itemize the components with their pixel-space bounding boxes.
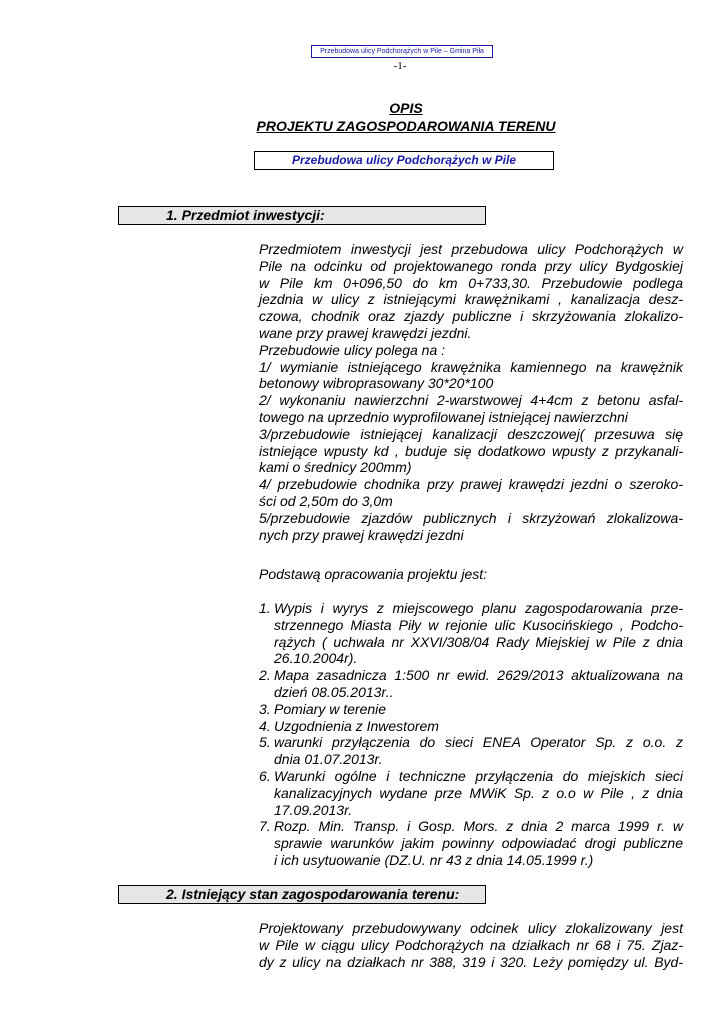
list-item-number: 5. — [259, 734, 271, 751]
text-line: towego na uprzednio wyprofilowanej istniejącej nawierzchni — [259, 408, 628, 425]
text-line: betonowy wibroprasowany 30*20*100 — [259, 375, 494, 392]
basis-list — [259, 600, 683, 869]
text-line: dy z ulicy na działkach nr 388, 319 i 320. Leży pomiędzy ul. Byd- — [259, 953, 683, 970]
list-item-line: Pomiary w terenie — [274, 700, 387, 717]
text-line: Projektowany przebudowywany odcinek ulicy zlokalizowany jest — [259, 920, 683, 936]
list-item-number: 1. — [259, 600, 271, 616]
list-item — [259, 701, 683, 718]
list-item — [259, 600, 683, 667]
text-line: 1/ wymianie istniejącego krawężnika kamiennego na krawężnik — [259, 358, 683, 375]
list-item — [259, 818, 683, 868]
list-item-line: dnia 01.07.2013r. — [274, 751, 383, 768]
document-title-line2: PROJEKTU ZAGOSPODAROWANIA TERENU — [256, 118, 556, 134]
project-subtitle-box: Przebudowa ulicy Podchorążych w Pile — [254, 151, 554, 170]
list-item-number: 3. — [259, 700, 271, 717]
text-line: czowa, chodnik oraz zjazdy publiczne i skrzyżowania zlokalizo- — [259, 308, 683, 325]
list-item-line: strzennego Miasta Piły w rejonie ulic Kusocińskiego , Podcho- — [274, 616, 683, 633]
text-line: istniejące wpusty kd , buduje się dodatkowo wpusty z przykanali- — [259, 442, 683, 459]
text-line: 2/ wykonaniu nawierzchni 2-warstwowej 4+4cm z betonu asfal- — [259, 392, 683, 409]
text-line: w Pile w ciągu ulicy Podchorążych na działkach nr 68 i 75. Zjaz- — [259, 936, 683, 953]
running-header: Przebudowa ulicy Podchorążych w Pile – Gmina Piła — [311, 45, 493, 58]
list-item-line: sprawie warunków jakim powinny odpowiadać drogi publiczne — [274, 835, 683, 852]
list-item — [259, 667, 683, 701]
list-item-line: Mapa zasadnicza 1:500 nr ewid. 2629/2013 aktualizowana na — [274, 667, 683, 684]
basis-intro-text: Podstawą opracowania projektu jest: — [259, 566, 488, 582]
list-item-line: 26.10.2004r). — [274, 650, 358, 667]
text-line: 3/przebudowie istniejącej kanalizacji deszczowej( przesuwa się — [259, 425, 683, 442]
text-line: jezdnia w ulicy z istniejącymi krawężnikami , kanalizacja desz- — [259, 291, 683, 308]
list-item-line: warunki przyłączenia do sieci ENEA Operator Sp. z o.o. z — [274, 734, 683, 751]
list-item-line: Uzgodnienia z Inwestorem — [274, 717, 439, 734]
list-item-line: Wypis i wyrys z miejscowego planu zagospodarowania prze- — [274, 600, 683, 616]
section-heading-2 — [118, 885, 486, 904]
text-line: kami o średnicy 200mm) — [259, 459, 412, 476]
list-item-line: dzień 08.05.2013r.. — [274, 683, 394, 700]
text-line: 5/przebudowie zjazdów publicznych i skrzyżowań zlokalizowa- — [259, 509, 683, 526]
text-line: 4/ przebudowie chodnika przy prawej krawędzi jezdni o szeroko- — [259, 476, 683, 493]
section-heading-1-label: 1. Przedmiot inwestycji: — [166, 207, 325, 223]
list-item-line: rążych ( uchwała nr XXVI/308/04 Rady Miejskiej w Pile z dnia — [274, 633, 683, 650]
list-item-number: 2. — [259, 667, 271, 684]
section-heading-1 — [118, 206, 486, 225]
list-item-number: 4. — [259, 717, 271, 734]
text-line: Pile na odcinku od projektowanego ronda przy ulicy Bydgoskiej — [259, 257, 683, 274]
document-title: OPIS — [389, 100, 423, 116]
list-item-line: Rozp. Min. Transp. i Gosp. Mors. z dnia 2 marca 1999 r. w — [274, 818, 683, 835]
page-number: -1- — [393, 60, 407, 72]
list-item-number: 6. — [259, 767, 271, 784]
list-item — [259, 734, 683, 768]
list-item-line: kanalizacyjnych wydane prze MWiK Sp. z o.o w Pile , z dnia — [274, 784, 683, 801]
text-line: Przebudowie ulicy polega na : — [259, 341, 446, 358]
text-line: nych przy prawej krawędzi jezdni — [259, 526, 464, 543]
list-item-line: 17.09.2013r. — [274, 801, 353, 818]
list-item-line: i ich usytuowanie (DZ.U. nr 43 z dnia 14.05.1999 r.) — [274, 851, 594, 868]
text-line: ści od 2,50m do 3,0m — [259, 492, 393, 509]
list-item — [259, 768, 683, 818]
section-2-paragraph — [259, 920, 683, 970]
section-1-paragraph — [259, 241, 683, 543]
list-item-line: Warunki ogólne i techniczne przyłączenia do miejskich sieci — [274, 767, 683, 784]
section-heading-2-label: 2. Istniejący stan zagospodarowania terenu: — [166, 886, 460, 902]
basis-intro — [259, 566, 683, 583]
text-line: w Pile km 0+096,50 do km 0+733,30. Przebudowie podlega — [259, 274, 683, 291]
text-line: wane przy prawej krawędzi jezdni. — [259, 324, 472, 341]
text-line: Przedmiotem inwestycji jest przebudowa ulicy Podchorążych w — [259, 241, 683, 257]
list-item — [259, 718, 683, 735]
list-item-number: 7. — [259, 818, 271, 835]
